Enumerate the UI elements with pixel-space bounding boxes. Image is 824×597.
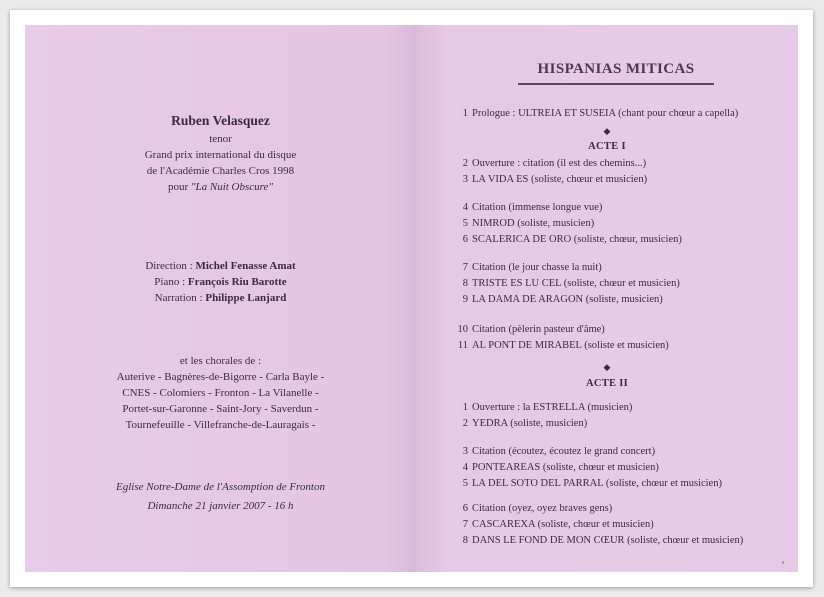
document-frame — [10, 10, 813, 587]
award-prefix: pour — [167, 181, 191, 193]
concert-date: Dimanche 21 janvier 2007 - 16 h — [147, 500, 294, 512]
chorales-line: Auterive - Bagnères-de-Bigorre - Carla Bayle - — [116, 371, 325, 383]
program-item — [456, 107, 738, 120]
item-text: LA DAMA DE ARAGON (soliste, musicien) — [472, 294, 663, 305]
item-text: Ouverture : la ESTRELLA (musicien) — [472, 402, 633, 413]
item-number: 1 — [462, 402, 468, 413]
item-number: 8 — [462, 535, 468, 546]
item-text: Citation (immense longue vue) — [472, 202, 603, 213]
item-text: Citation (pèlerin pasteur d'âme) — [472, 324, 605, 335]
item-text: DANS LE FOND DE MON CŒUR (soliste, chœur et musicien) — [472, 535, 744, 546]
program-item — [456, 157, 646, 170]
item-number: 7 — [462, 262, 468, 273]
item-text: Citation (le jour chasse la nuit) — [472, 262, 602, 273]
item-number: 7 — [462, 519, 468, 530]
item-number: 6 — [462, 503, 468, 514]
program-title: HISPANIAS MITICAS — [537, 61, 695, 77]
item-number: 1 — [462, 108, 468, 119]
item-number: 2 — [462, 418, 468, 429]
direction-name: Michel Fenasse Amat — [195, 260, 296, 272]
piano-label: Piano : — [154, 276, 188, 288]
item-number: 3 — [462, 174, 468, 185]
credit-narration — [25, 291, 416, 306]
award-line-2: de l'Académie Charles Cros 1998 — [146, 165, 295, 177]
program-item — [456, 417, 587, 430]
item-number: 11 — [457, 340, 468, 351]
program-item — [456, 502, 612, 515]
item-number: 2 — [462, 158, 468, 169]
item-text: SCALERICA DE ORO (soliste, chœur, musicien) — [472, 234, 682, 245]
program-item — [456, 461, 659, 474]
acte-2-heading: ACTE II — [585, 378, 629, 389]
narration-label: Narration : — [154, 292, 206, 304]
program-item — [456, 201, 602, 214]
performer-name: Ruben Velasquez — [171, 113, 270, 128]
program-item — [456, 233, 682, 246]
program-item — [456, 401, 632, 414]
program-item — [456, 323, 605, 336]
piano-name: François Riu Barotte — [187, 276, 287, 288]
chorales-line: Portet-sur-Garonne - Saint-Jory - Saverdun - — [122, 403, 319, 415]
item-text: PONTEAREAS (soliste, chœur et musicien) — [472, 462, 659, 473]
award-line-3 — [25, 180, 416, 195]
program-item — [456, 477, 722, 490]
program-item — [456, 261, 602, 274]
item-number: 3 — [462, 446, 468, 457]
title-underline — [518, 83, 714, 85]
item-number: 4 — [462, 202, 468, 213]
chorales-line: Tournefeuille - Villefranche-de-Lauragais - — [125, 419, 316, 431]
item-text: CASCAREXA (soliste, chœur et musicien) — [472, 519, 654, 530]
program-item — [456, 339, 669, 352]
program-item — [456, 534, 743, 547]
program-item — [456, 277, 680, 290]
item-number: 5 — [462, 218, 468, 229]
item-number: 10 — [457, 324, 468, 335]
item-text: YEDRA (soliste, musicien) — [472, 418, 588, 429]
credit-direction — [25, 259, 416, 274]
program-item — [456, 445, 655, 458]
item-text: Citation (écoutez, écoutez le grand concert) — [472, 446, 656, 457]
narration-name: Philippe Lanjard — [205, 292, 287, 304]
item-number: 9 — [462, 294, 468, 305]
chorales-line: CNES - Colomiers - Fronton - La Vilanelle - — [122, 387, 319, 399]
chorales-intro: et les chorales de : — [179, 355, 262, 367]
item-text: Ouverture : citation (il est des chemins...) — [472, 158, 647, 169]
item-text: Citation (oyez, oyez braves gens) — [472, 503, 613, 514]
page-corner-mark: s — [782, 560, 785, 566]
diamond-separator: ◆ — [603, 126, 611, 136]
award-line-1: Grand prix international du disque — [144, 149, 297, 161]
program-item — [456, 293, 663, 306]
acte-1-heading: ACTE I — [588, 141, 626, 152]
voice-type: tenor — [209, 133, 232, 145]
direction-label: Direction : — [145, 260, 196, 272]
item-text: LA VIDA ES (soliste, chœur et musicien) — [472, 174, 648, 185]
item-number: 8 — [462, 278, 468, 289]
diamond-separator: ◆ — [603, 362, 611, 372]
item-text: TRISTE ES LU CEL (soliste, chœur et musicien) — [472, 278, 680, 289]
right-page — [416, 25, 798, 572]
item-text: NIMROD (soliste, musicien) — [472, 218, 595, 229]
venue: Eglise Notre-Dame de l'Assomption de Fronton — [116, 481, 325, 493]
item-text: LA DEL SOTO DEL PARRAL (soliste, chœur et musicien) — [472, 478, 722, 489]
item-text: Prologue : ULTREIA ET SUSEIA (chant pour chœur a capella) — [472, 108, 739, 119]
program-item — [456, 217, 594, 230]
credit-piano — [25, 275, 416, 290]
item-number: 5 — [462, 478, 468, 489]
item-number: 4 — [462, 462, 468, 473]
left-page — [25, 25, 416, 572]
item-number: 6 — [462, 234, 468, 245]
item-text: AL PONT DE MIRABEL (soliste et musicien) — [472, 340, 669, 351]
program-item — [456, 518, 654, 531]
program-item — [456, 173, 647, 186]
album-title: "La Nuit Obscure" — [190, 181, 274, 193]
